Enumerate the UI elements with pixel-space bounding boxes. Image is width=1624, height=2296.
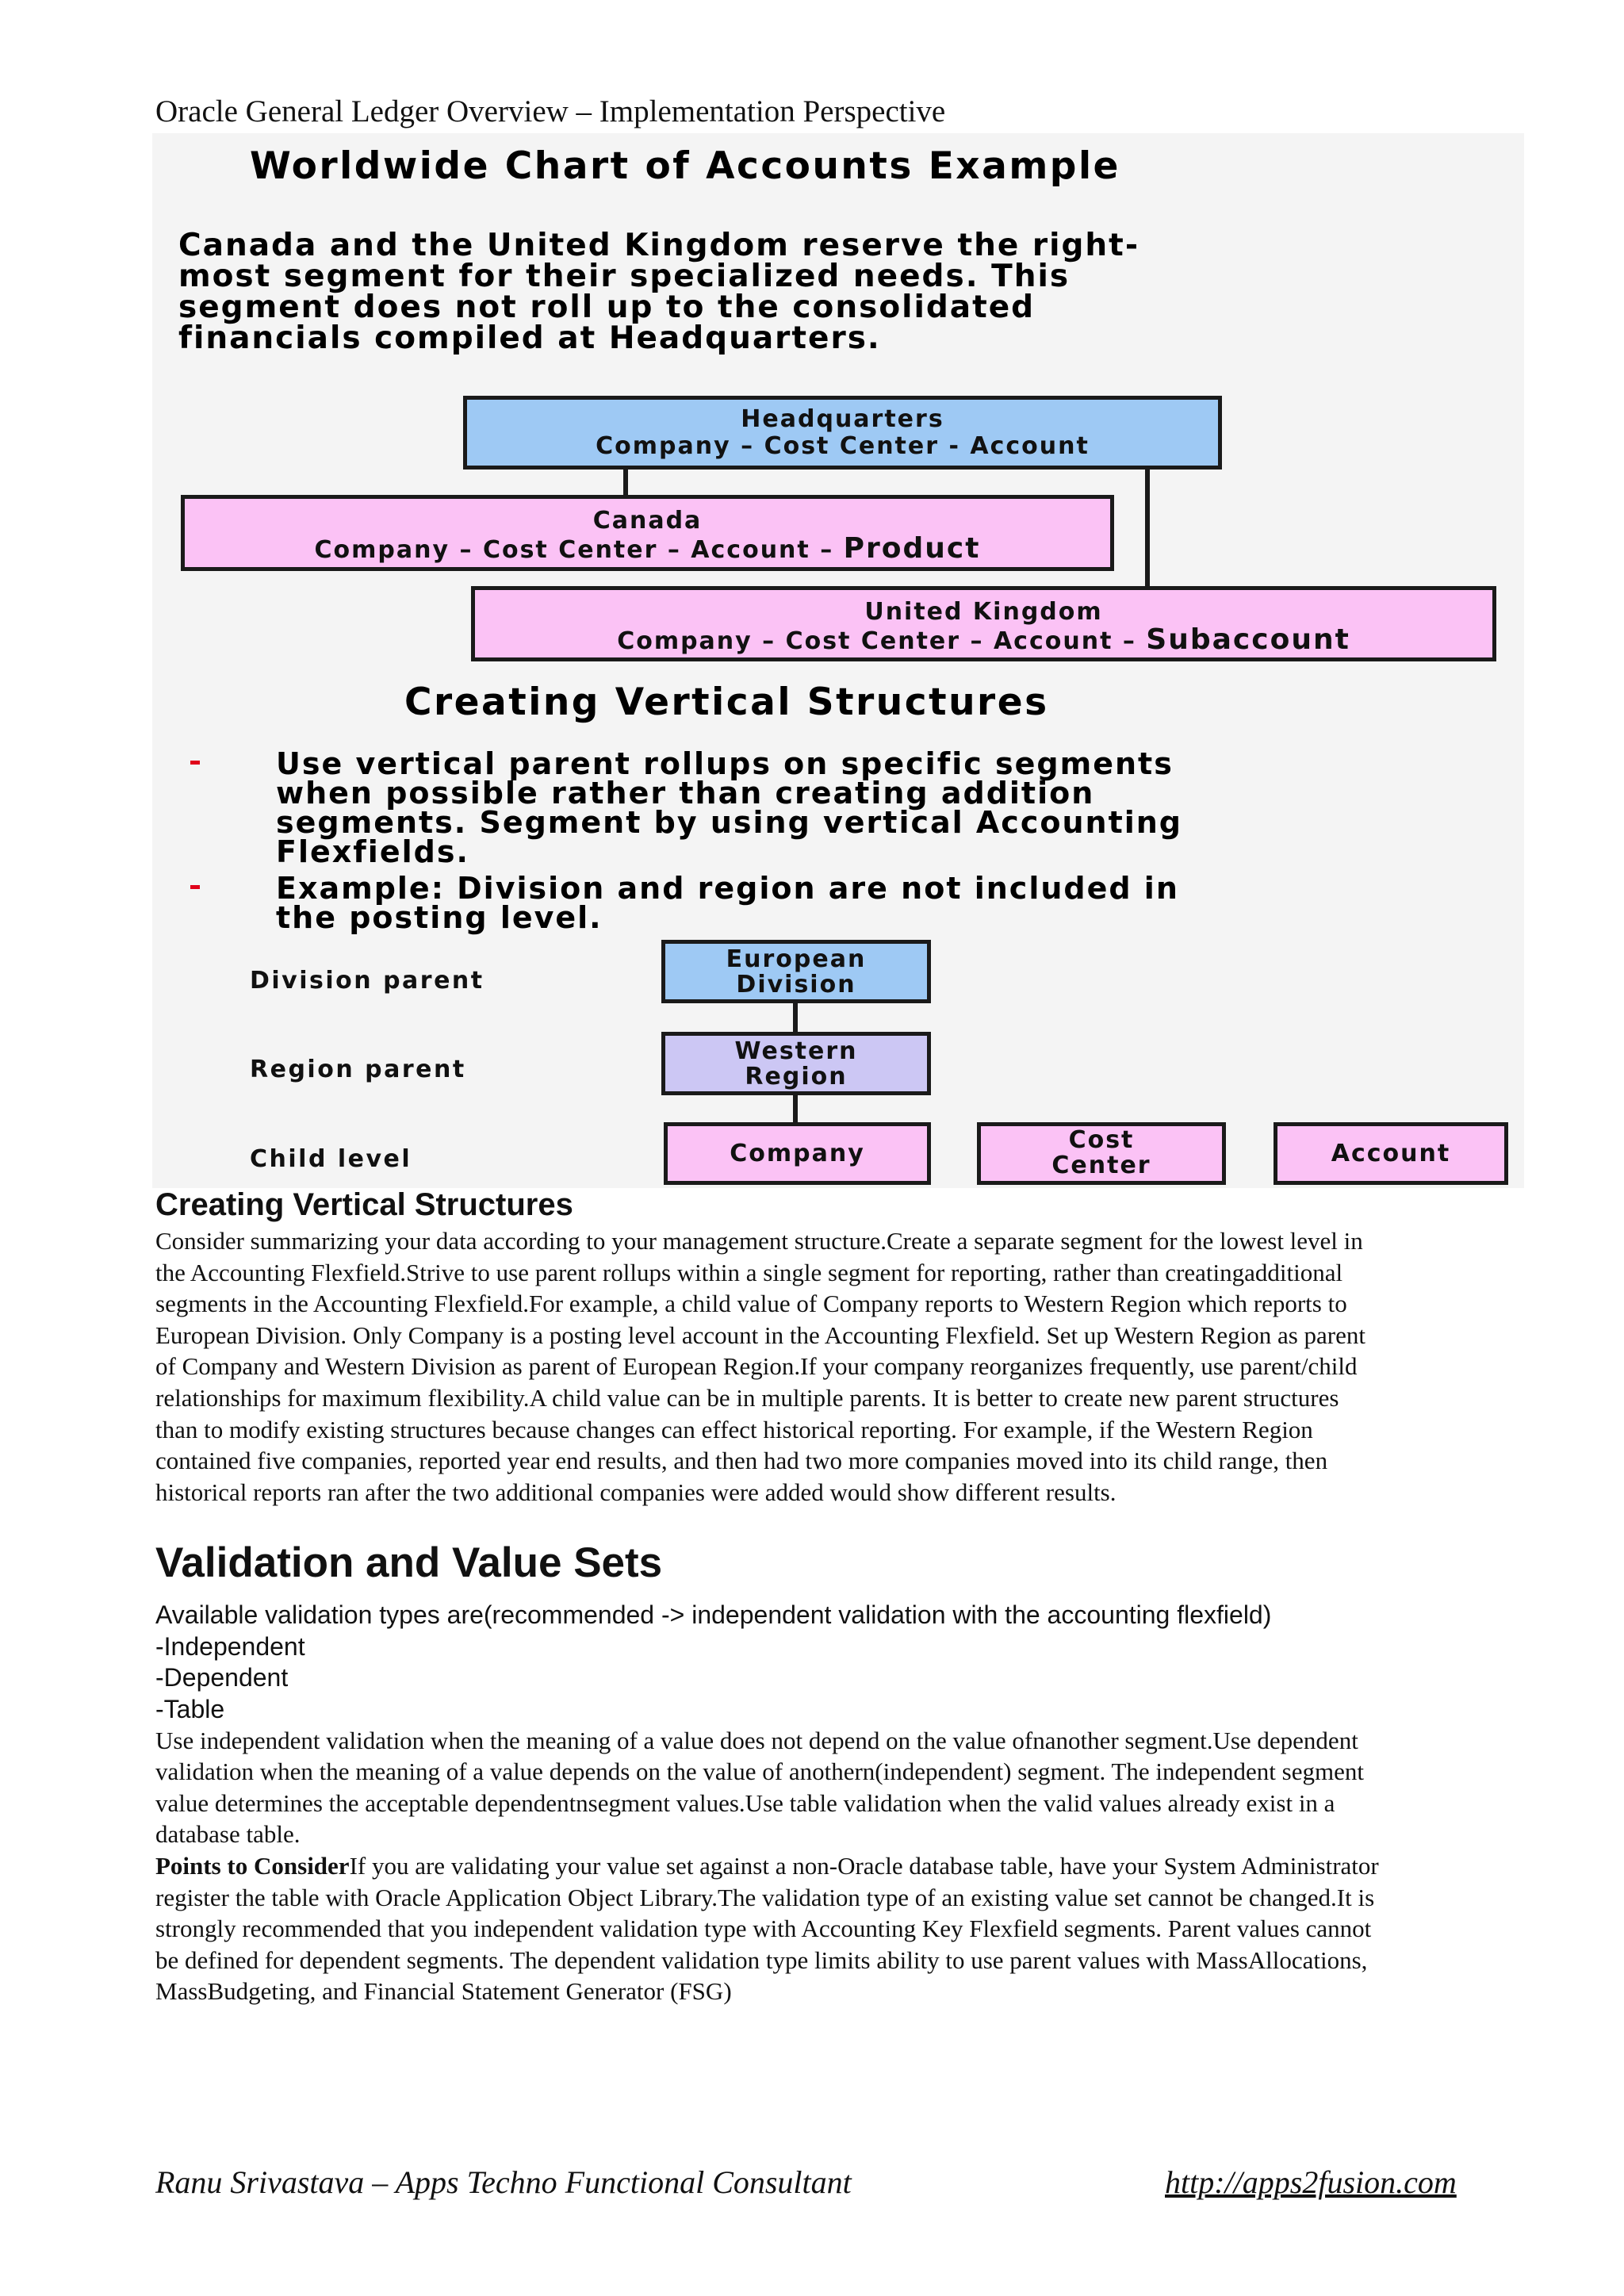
division-parent-label: Division parent [250, 967, 485, 995]
paragraph-line: Consider summarizing your data according to your management structure.Create a separate segment for the lowest level in [155, 1227, 1363, 1255]
western-region-line: Western [734, 1037, 858, 1065]
paragraph-line: MassBudgeting, and Financial Statement Generator (FSG) [155, 1977, 732, 2005]
paragraph-line: historical reports ran after the two additional companies were added would show different results. [155, 1478, 1116, 1506]
bullet-text [276, 871, 1179, 935]
uk-title: United Kingdom [864, 598, 1103, 626]
canada-segments [185, 532, 1110, 565]
bullet-line: Use vertical parent rollups on specific segments [276, 746, 1174, 781]
slide-title-vertical: Creating Vertical Structures [404, 680, 1049, 724]
region-parent-label: Region parent [250, 1056, 466, 1083]
slide-intro-line: most segment for their specialized needs. This [178, 259, 1071, 294]
points-to-consider-label: Points to Consider [155, 1852, 350, 1880]
cost-center-line: Center [1051, 1152, 1151, 1179]
paragraph-line: database table. [155, 1820, 301, 1848]
paragraph-line: value determines the acceptable dependentnsegment values.Use table validation when the valid values already exist in a [155, 1789, 1335, 1817]
paragraph-line: Use independent validation when the meaning of a value does not depend on the value ofnanother segment.Use dependent [155, 1727, 1358, 1754]
company-box [664, 1122, 931, 1185]
child-level-label: Child level [250, 1145, 412, 1173]
western-region-line: Region [745, 1063, 848, 1091]
account-box [1274, 1122, 1508, 1185]
cost-center-line: Cost [1068, 1126, 1135, 1154]
account-label: Account [1331, 1140, 1451, 1167]
paragraph-line: than to modify existing structures because changes can effect historical reporting. For example, if the Western Region [155, 1416, 1313, 1443]
validation-type: -Table [155, 1695, 225, 1723]
uk-segments-text: Company – Cost Center – Account – [617, 627, 1147, 655]
points-text: If you are validating your value set against a non-Oracle database table, have your System Administrator [349, 1852, 1379, 1880]
validation-type: -Independent [155, 1632, 305, 1661]
section-heading-validation: Validation and Value Sets [155, 1539, 663, 1586]
paragraph-line: European Division. Only Company is a posting level account in the Accounting Flexfield. Set up Western Region as parent [155, 1321, 1365, 1349]
footer-author: Ranu Srivastava – Apps Techno Functional Consultant [155, 2164, 852, 2200]
running-header: Oracle General Ledger Overview – Implementation Perspective [155, 94, 946, 128]
connector-region-company [793, 1093, 798, 1126]
bullet-line: Example: Division and region are not included in [276, 871, 1179, 906]
uk-subaccount-segment: Subaccount [1146, 623, 1350, 656]
headquarters-box [463, 396, 1222, 470]
uk-segments [475, 623, 1492, 656]
european-division-box [661, 940, 931, 1003]
bullet-line: when possible rather than creating addition [276, 776, 1095, 811]
slide-intro-line: financials compiled at Headquarters. [178, 320, 881, 356]
headquarters-segments: Company – Cost Center - Account [596, 432, 1090, 460]
connector-hq-canada [623, 468, 628, 498]
connector-division-region [793, 1001, 798, 1034]
paragraph-line: be defined for dependent segments. The dependent validation type limits ability to use parent values with MassAllocations, [155, 1946, 1368, 1974]
slide-intro-line: Canada and the United Kingdom reserve the right- [178, 228, 1140, 263]
canada-product-segment: Product [843, 532, 981, 565]
slide-intro-paragraph [178, 230, 1139, 354]
validation-intro: Available validation types are(recommended -> independent validation with the accounting flexfield) [155, 1600, 1272, 1629]
cost-center-box [977, 1122, 1226, 1185]
european-division-line: Division [736, 971, 856, 999]
bullet-line: segments. Segment by using vertical Accounting [276, 805, 1183, 840]
paragraph-line: the Accounting Flexfield.Strive to use parent rollups within a single segment for reporting, rather than creatingadditional [155, 1259, 1343, 1286]
company-label: Company [730, 1140, 865, 1167]
bullet-line: the posting level. [276, 900, 603, 935]
bullet-line: Flexfields. [276, 834, 469, 869]
paragraph-line: validation when the meaning of a value depends on the value of anothern(independent) segment. The independent segment [155, 1757, 1364, 1785]
points-paragraph-first-line [155, 1850, 1379, 1882]
canada-box [181, 495, 1114, 571]
validation-type: -Dependent [155, 1663, 289, 1692]
bullet-marker [190, 761, 200, 765]
bullet-marker [190, 885, 200, 889]
western-region-box [661, 1032, 931, 1095]
connector-hq-uk [1145, 468, 1150, 587]
canada-segments-text: Company – Cost Center – Account – [314, 536, 844, 564]
paragraph-line: register the table with Oracle Application Object Library.The validation type of an existing value set cannot be changed.It is [155, 1884, 1375, 1911]
paragraph-line: strongly recommended that you independent validation type with Accounting Key Flexfield segments. Parent values cannot [155, 1915, 1372, 1942]
section-heading-vertical-structures: Creating Vertical Structures [155, 1187, 573, 1222]
european-division-line: European [726, 945, 867, 973]
headquarters-title: Headquarters [741, 405, 944, 433]
paragraph-line: relationships for maximum flexibility.A child value can be in multiple parents. It is better to create new parent structures [155, 1384, 1339, 1412]
footer-link[interactable]: http://apps2fusion.com [1165, 2164, 1457, 2200]
united-kingdom-box [471, 586, 1496, 661]
slide-title-worldwide: Worldwide Chart of Accounts Example [250, 144, 1120, 188]
bullet-text [276, 746, 1183, 869]
paragraph-line: contained five companies, reported year end results, and then had two more companies moved into its child range, then [155, 1447, 1328, 1474]
paragraph-line: segments in the Accounting Flexfield.For example, a child value of Company reports to Western Region which reports to [155, 1290, 1347, 1317]
canada-title: Canada [592, 507, 703, 535]
slide-intro-line: segment does not roll up to the consolidated [178, 289, 1036, 325]
paragraph-line: of Company and Western Division as parent of European Region.If your company reorganizes frequently, use parent/child [155, 1352, 1358, 1380]
